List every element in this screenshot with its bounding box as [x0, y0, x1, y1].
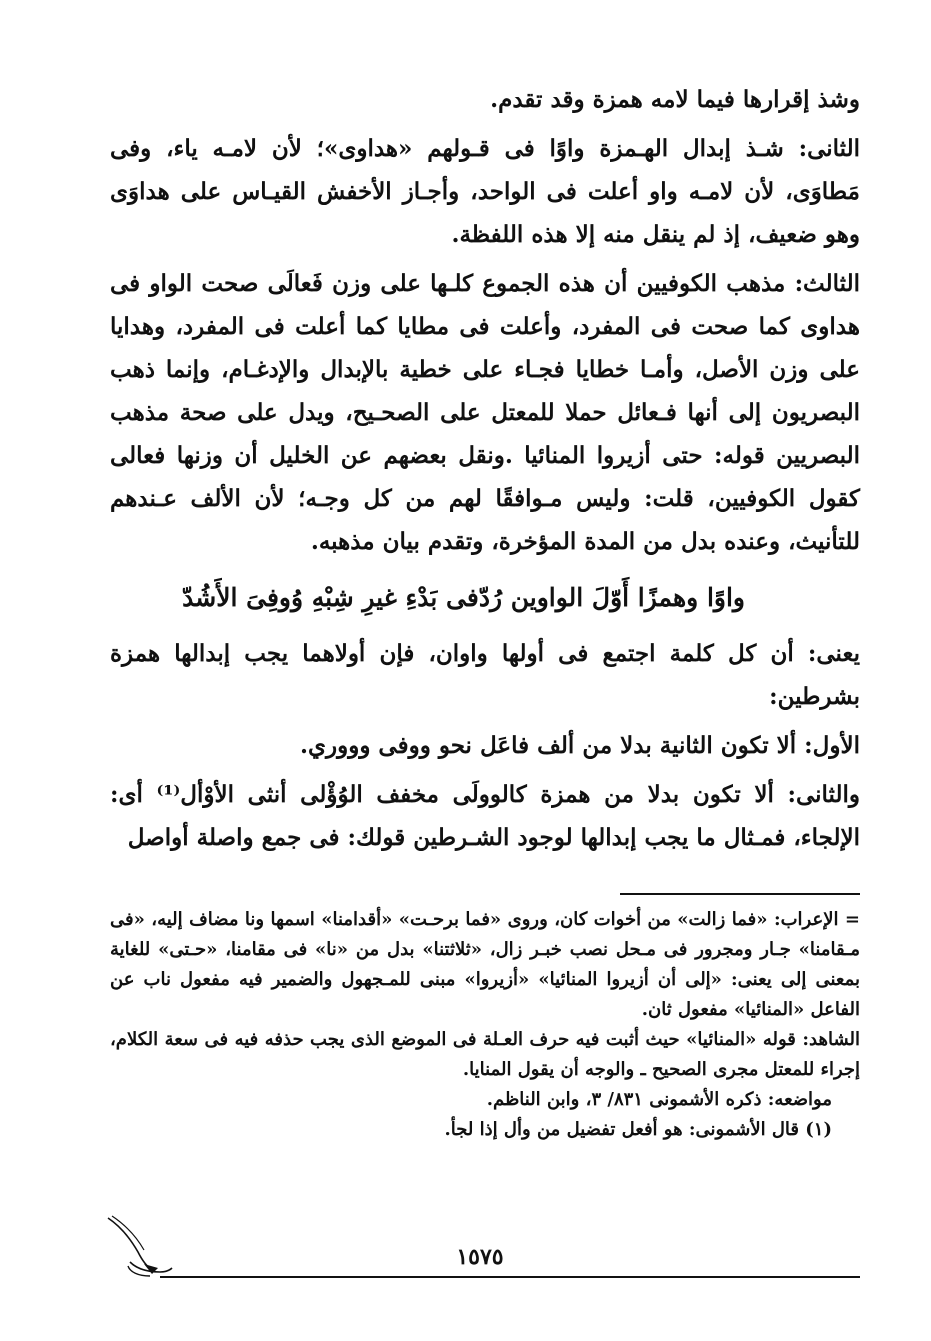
verse-second-hemistich: فى بَدْءِ غيرِ شِبْهِ وُوفِىَ الأَشُدّ	[182, 583, 479, 612]
paragraph-6: والثانى: ألا تكون بدلا من همزة كالوولَى مخفف الوُؤْلى أنثى الأوْأل⁽¹⁾ أى: الإلجاء، فمـثال ما يجب إبدالها لوجود الشـرطين قولك: فى جمع واصلة أواصل	[110, 781, 860, 851]
footnote-1: (١) قال الأشمونى: هو أفعل تفضيل من وأل إذا لجأ.	[444, 1119, 832, 1140]
main-text-lower	[110, 632, 860, 859]
page-number: ١٥٧٥	[456, 1244, 504, 1270]
paragraph-1: وشذ إقرارها فيما لامه همزة وقد تقدم.	[490, 86, 860, 113]
footnote-irab: = الإعراب: «فما زالت» من أخوات كان، وروى «فما برحـت» «أقدامنا» اسمها ونا مضاف إليه، «فى مـقامنا» جـار ومجرور فى مـحل نصب خبـر زال، «ثلاثتنا» بدل من «نا» فى مقامنا، «حـتى» للغاية بمعنى إلى يعنى: «إلى أن أزيروا المنائيا» «أزيروا» مبنى للمـجهول والضمير فيه مفعول ناب عن الفاعل «المنائيا» مفعول ثان.	[110, 909, 860, 1020]
paragraph-3: الثالث: مذهب الكوفيين أن هذه الجموع كلـها على وزن فَعالَى صحت الواو فى هداوى كما صحت فى المفرد، وأعلت فى مطايا كما أعلت فى المفرد، وهدايا على وزن الأصل، وأمـا خطايا فجـاء على خطية بالإبدال والإدغـام، وإنما ذهب البصريون إلى أنها فـعائل حملا للمعتل على الصحـيح، ويدل على صحة مذهب البصريين قوله: حتى أزيروا المنائيا .ونقل بعضهم عن الخليل أن وزنها فعالى كقول الكوفيين، قلت: وليس مـوافقًا لهم من كل وجـه؛ لأن الألف عـندهم للتأنيث، وعنده بدل من المدة المؤخرة، وتقدم بيان مذهبه.	[110, 270, 860, 555]
footnote-shahid: الشاهد: قوله «المنائيا» حيث أثبت فيه حرف العـلة فى الموضع الذى يجب حذفه فيه فى سعة الكلام، إجراء للمعتل مجرى الصحيح ـ والوجه أن يقول المنايا.	[110, 1029, 860, 1080]
footnote-separator	[620, 893, 860, 895]
paragraph-5: الأول: ألا تكون الثانية بدلا من ألف فاعَل نحو ووفى وووري.	[299, 732, 860, 759]
footnotes	[110, 905, 860, 1145]
verse-line	[110, 576, 860, 620]
verse-first-hemistich: واوًا وهمزًا أَوّلَ الواوين رُدّ	[478, 583, 745, 612]
quill-pen-icon	[100, 1212, 180, 1282]
paragraph-4: يعنى: أن كل كلمة اجتمع فى أولها واوان، فإن أولاهما يجب إبدالها همزة بشرطين:	[110, 640, 860, 710]
main-text-upper	[110, 78, 860, 563]
footer-rule	[160, 1276, 860, 1278]
footnote-mawadi: مواضعه: ذكره الأشمونى ٨٣١/ ٣، وابن الناظم.	[486, 1089, 832, 1110]
paragraph-2: الثانى: شـذ إبدال الهـمزة واوًا فى قـولهم «هداوى»؛ لأن لامـه ياء، وفى مَطاوَى، لأن لامـه واو أعلت فى الواحد، وأجـاز الأخفش القيـاس على هداوَى وهو ضعيف، إذ لم ينقل منه إلا هذه اللفظة.	[110, 135, 860, 248]
